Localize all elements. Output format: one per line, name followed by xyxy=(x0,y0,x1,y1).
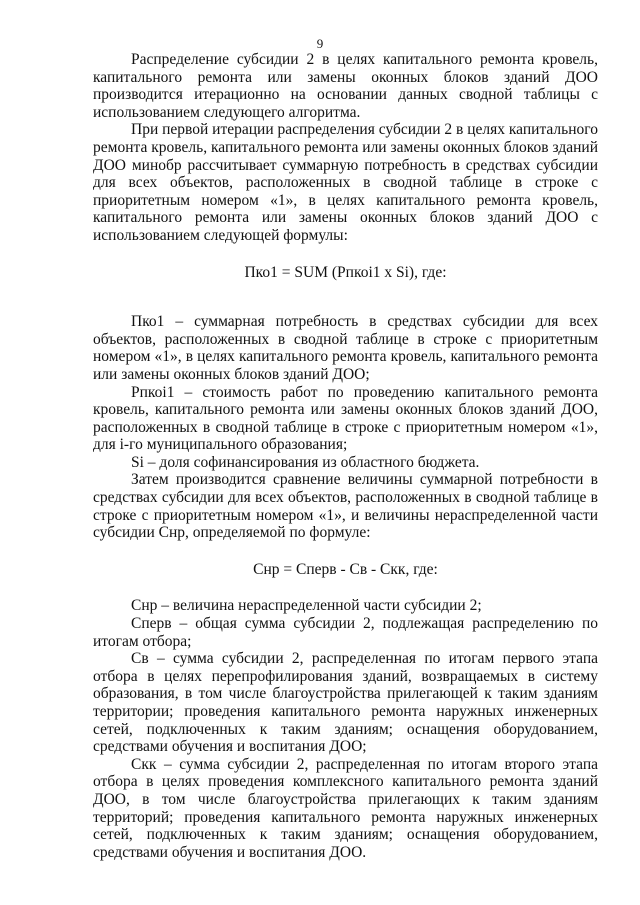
definition-si: Si – доля софинансирования из областного бюджета. xyxy=(131,453,480,471)
document-body xyxy=(93,31,598,861)
definition-sv: Св – сумма субсидии 2, распределенная по итогам первого этапа отбора в целях перепрофилирования зданий, возвращаемых в систему образования, в том числе благоустройства прилегающей к таким зданиям территории; проведения капитального ремонта наружных инженерных сетей, подключенных к таким зданиям; оснащения оборудованием, средствами обучения и воспитания ДОО; xyxy=(93,650,598,756)
paragraph-comparison: Затем производится сравнение величины суммарной потребности в средствах субсидии для всех объектов, расположенных в сводной таблице в строке с приоритетным номером «1», и величины нераспределенной части субсидии Снр, определяемой по формуле: xyxy=(93,471,598,542)
definition-snr: Снр – величина нераспределенной части субсидии 2; xyxy=(131,597,482,615)
definition-pko1: Пко1 – суммарная потребность в средствах субсидии для всех объектов, расположенных в сводной таблице в строке с приоритетным номером «1», в целях капитального ремонта кровель, капитального ремонта или замены оконных блоков зданий ДОО; xyxy=(93,313,598,383)
definition-rpkoi1: Рпкоi1 – стоимость работ по проведению капитального ремонта кровель, капитального ремонта или замены оконных блоков зданий ДОО, расположенных в сводной таблице в строке с приоритетным номером «1», для i-го муниципального образования; xyxy=(93,383,598,454)
page-number: 9 xyxy=(316,36,324,51)
definition-sperv: Сперв – общая сумма субсидии 2, подлежащая распределению по итогам отбора; xyxy=(93,615,598,650)
definition-skk: Скк – сумма субсидии 2, распределенная по итогам второго этапа отбора в целях проведения комплексного капитального ремонта зданий ДОО, в том числе благоустройства прилегающих к таким зданиям территорий; проведения капитального ремонта наружных инженерных сетей, подключенных к таким зданиям; оснащения оборудованием, средствами обучения и воспитания ДОО. xyxy=(93,755,598,861)
formula-pko1: Пко1 = SUM (Рпкоi1 x Si), где: xyxy=(244,263,447,281)
formula-snr: Снр = Сперв - Св - Скк, где: xyxy=(253,560,438,578)
paragraph-algorithm-intro: Распределение субсидии 2 в целях капитального ремонта кровель, капитального ремонта или замены оконных блоков зданий ДОО производится итерационно на основании данных сводной таблицы с использованием следующего алгоритма. xyxy=(93,51,598,121)
paragraph-first-iteration: При первой итерации распределения субсидии 2 в целях капитального ремонта кровель, капитального ремонта или замены оконных блоков зданий ДОО минобр рассчитывает суммарную потребность в средствах субсидии для всех объектов, расположенных в сводной таблице в строке с приоритетным номером «1», в целях капитального ремонта кровель, капитального ремонта или замены оконных блоков зданий ДОО с использованием следующей формулы: xyxy=(93,121,598,244)
